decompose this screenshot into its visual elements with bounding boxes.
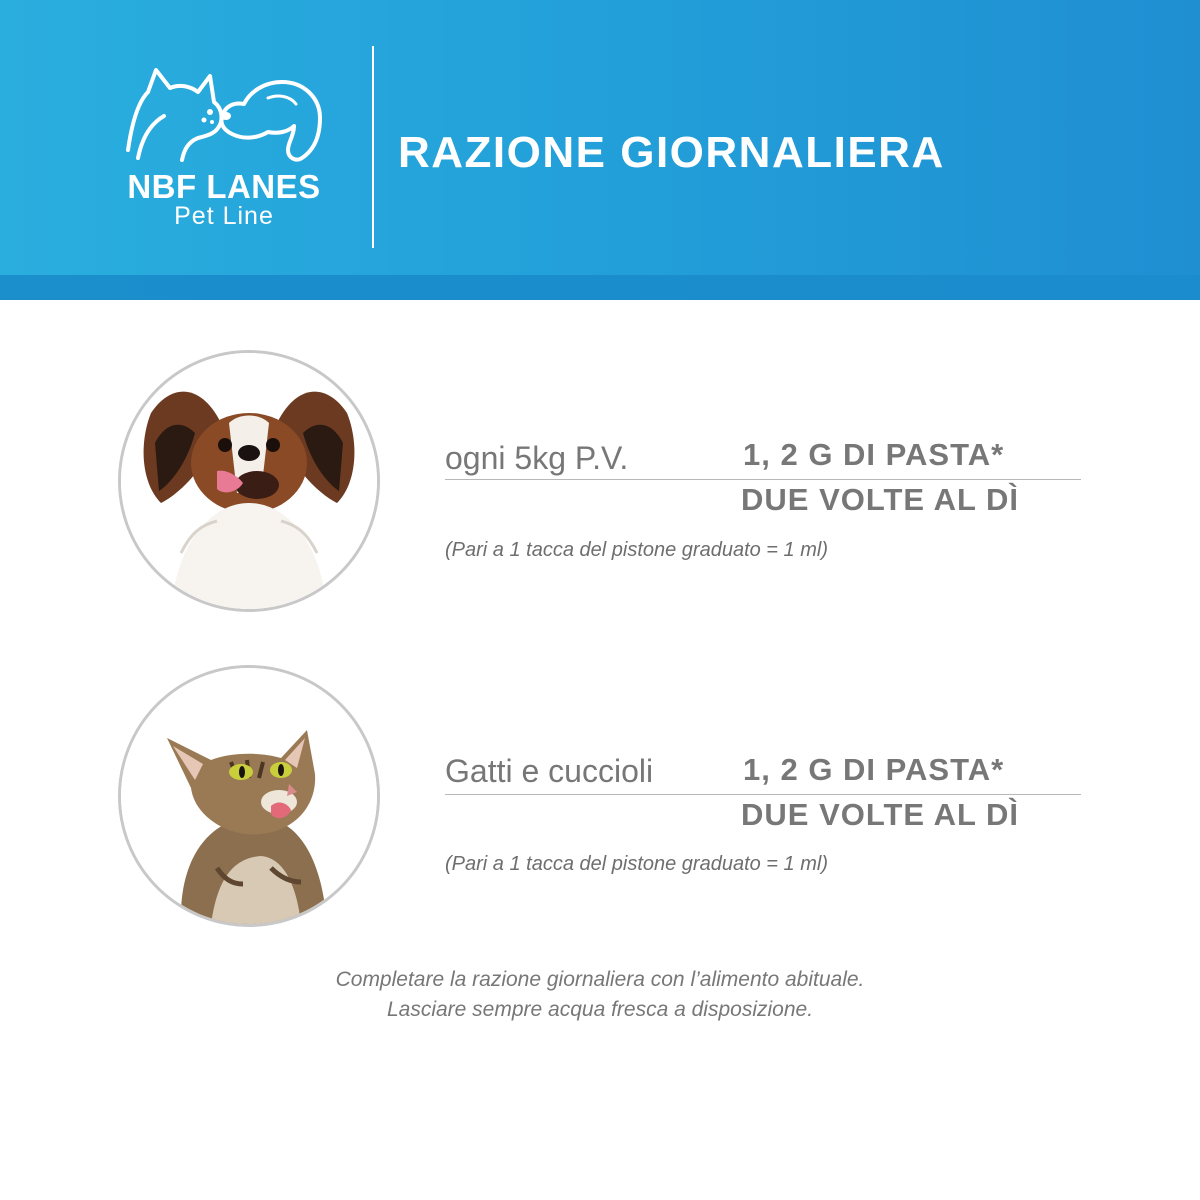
page-title: RAZIONE GIORNALIERA bbox=[398, 128, 945, 177]
header-banner bbox=[0, 0, 1200, 300]
dog-photo bbox=[118, 350, 380, 612]
row-rule-dog bbox=[445, 479, 1081, 480]
cat-dog-logo-icon bbox=[118, 62, 328, 162]
header-divider bbox=[372, 46, 374, 248]
row-label-cat: Gatti e cuccioli bbox=[445, 753, 654, 789]
brand-name: NBF LANES bbox=[127, 168, 321, 205]
row-frequency-cat: DUE VOLTE AL DÌ bbox=[741, 797, 1019, 832]
row-amount-cat: 1, 2 G DI PASTA* bbox=[743, 752, 1005, 787]
brand-subtitle: Pet Line bbox=[174, 202, 274, 230]
brand-logo bbox=[110, 62, 340, 242]
row-frequency-dog: DUE VOLTE AL DÌ bbox=[741, 482, 1019, 517]
cat-photo bbox=[118, 665, 380, 927]
row-note-cat: (Pari a 1 tacca del pistone graduato = 1 ml) bbox=[445, 853, 828, 875]
header-band bbox=[0, 275, 1200, 300]
footer-note-line-1: Completare la razione giornaliera con l’alimento abituale. bbox=[335, 968, 865, 991]
dog-illustration bbox=[121, 353, 377, 609]
row-note-dog: (Pari a 1 tacca del pistone graduato = 1 ml) bbox=[445, 539, 828, 561]
cat-illustration bbox=[121, 668, 377, 924]
row-label-dog: ogni 5kg P.V. bbox=[445, 440, 629, 476]
footer-note-line-2: Lasciare sempre acqua fresca a disposizione. bbox=[386, 998, 814, 1021]
row-rule-cat bbox=[445, 794, 1081, 795]
row-amount-dog: 1, 2 G DI PASTA* bbox=[743, 437, 1005, 472]
